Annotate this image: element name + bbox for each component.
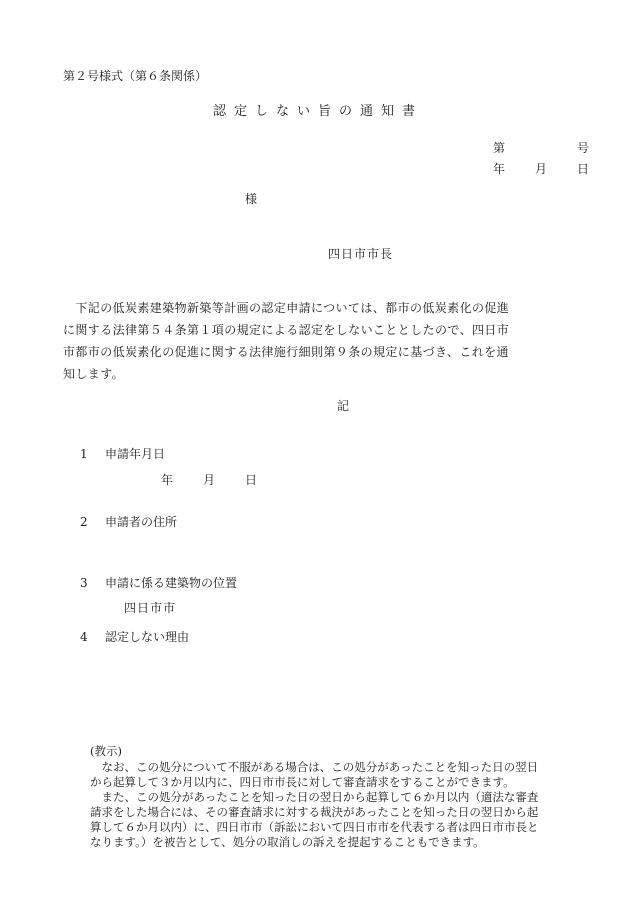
notice-heading: (教示) xyxy=(90,744,122,758)
item-number: 3 xyxy=(80,576,88,590)
body-paragraph xyxy=(63,297,593,385)
body-line: に関する法律第５４条第１項の規定による認定をしないこととしたので、四日市 xyxy=(63,323,510,337)
notice-line: 算して６か月以内）に、四日市市（訴訟において四日市市を代表する者は四日市市長と xyxy=(90,820,539,834)
item-label: 申請者の住所 xyxy=(105,515,178,529)
number-suffix: 号 xyxy=(577,141,590,155)
item-label: 申請に係る建築物の位置 xyxy=(105,576,238,590)
date-month: 月 xyxy=(535,162,548,176)
item-number: 2 xyxy=(80,515,88,529)
application-date-day: 日 xyxy=(245,473,258,487)
body-line: 市都市の低炭素化の促進に関する法律施行細則第９条の規定に基づき、これを通 xyxy=(63,345,509,359)
item-label: 申請年月日 xyxy=(105,447,166,461)
notice-line: 請求をした場合には、その審査請求に対する裁決があったことを知った日の翌日から起 xyxy=(90,805,539,819)
sender-name: 四日市市長 xyxy=(328,247,394,261)
notice-line: なお、この処分について不服がある場合は、この処分があったことを知った日の翌日 xyxy=(90,760,539,774)
notice-line: から起算して３か月以内に、四日市市長に対して審査請求をすることができます。 xyxy=(90,775,515,789)
item-number: 4 xyxy=(80,630,88,644)
application-date-year: 年 xyxy=(161,473,174,487)
recipient-suffix: 様 xyxy=(245,192,258,206)
notice-line: また、この処分があったことを知った日の翌日から起算して６か月以内（適法な審査 xyxy=(90,790,539,804)
ki-heading: 記 xyxy=(337,399,350,413)
number-prefix: 第 xyxy=(493,141,506,155)
form-label: 第２号様式（第６条関係） xyxy=(63,69,208,83)
notice-body xyxy=(90,760,539,850)
body-line: 知します。 xyxy=(63,367,125,381)
notice-line: なります。）を被告として、処分の取消しの訴えを提起することもできます。 xyxy=(90,835,485,849)
application-date-month: 月 xyxy=(203,473,216,487)
document-title: 認定しない旨の通知書 xyxy=(212,104,423,119)
item-number: 1 xyxy=(80,447,88,461)
body-line: 下記の低炭素建築物新築等計画の認定申請については、都市の低炭素化の促進 xyxy=(63,301,510,315)
date-day: 日 xyxy=(577,162,590,176)
date-year: 年 xyxy=(493,162,506,176)
item-label: 認定しない理由 xyxy=(105,630,190,644)
building-location: 四日市市 xyxy=(124,601,177,615)
